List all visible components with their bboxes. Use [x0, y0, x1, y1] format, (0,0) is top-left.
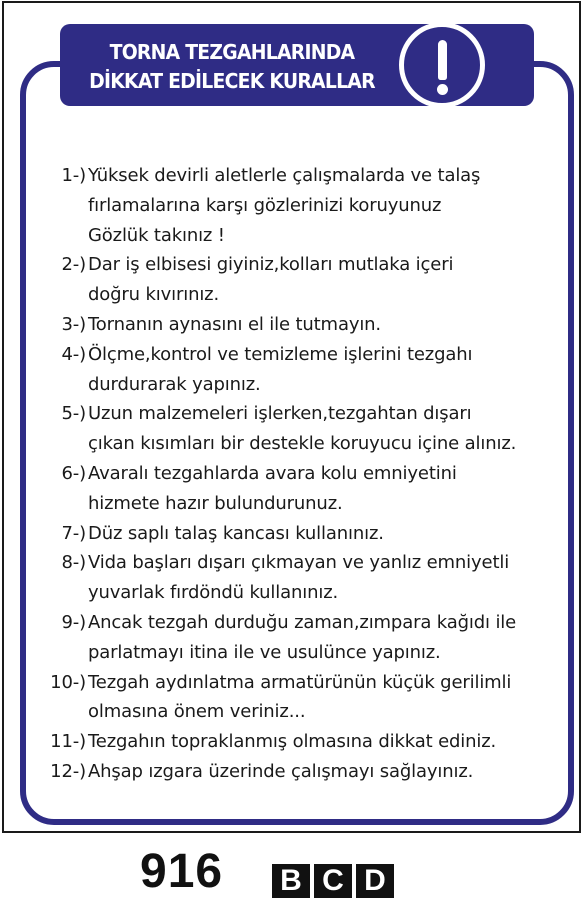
- rule-item: [44, 250, 560, 310]
- rule-number: 10-): [50, 671, 86, 693]
- rule-text: Ölçme,kontrol ve temizleme işlerini tezgahı durdurarak yapınız.: [88, 343, 473, 395]
- rule-item: [44, 340, 560, 400]
- rule-text: Uzun malzemeleri işlerken,tezgahtan dışarı çıkan kısımları bir destekle koruyucu içine alınız.: [88, 403, 517, 455]
- rule-text: Ahşap ızgara üzerinde çalışmayı sağlayınız.: [88, 760, 474, 782]
- exclamation-dot: [437, 84, 448, 95]
- rule-item: [44, 548, 560, 608]
- rule-item: [44, 459, 560, 519]
- rule-item: [44, 310, 560, 340]
- rule-number: 5-): [61, 403, 86, 425]
- rule-item: [44, 519, 560, 549]
- rule-number: 11-): [50, 731, 86, 753]
- rule-number: 6-): [61, 462, 86, 484]
- brand-letter: D: [356, 864, 394, 898]
- exclamation-icon: [399, 22, 485, 108]
- brand-letter: C: [314, 864, 352, 898]
- rule-number: 4-): [61, 343, 86, 365]
- rule-number: 9-): [61, 611, 86, 633]
- rule-item: [44, 668, 560, 728]
- rule-text: Vida başları dışarı çıkmayan ve yanlız emniyetli yuvarlak fırdöndü kullanınız.: [88, 552, 510, 604]
- sign-header: [60, 24, 534, 106]
- rule-number: 12-): [50, 760, 86, 782]
- rule-text: Yüksek devirli aletlerle çalışmalarda ve talaş fırlamalarına karşı gözlerinizi koruyunuz Gözlük takınız !: [88, 165, 481, 246]
- rule-item: [44, 757, 560, 787]
- rule-text: Tezgahın topraklanmış olmasına dikkat ediniz.: [88, 731, 497, 753]
- rule-item: [44, 399, 560, 459]
- rule-number: 8-): [61, 552, 86, 574]
- rule-number: 2-): [61, 254, 86, 276]
- rule-item: [44, 161, 560, 250]
- rule-item: [44, 608, 560, 668]
- rule-text: Ancak tezgah durduğu zaman,zımpara kağıdı ile parlatmayı itina ile ve usulünce yapınız.: [88, 611, 517, 663]
- sign-footer: [0, 838, 587, 900]
- rule-text: Düz saplı talaş kancası kullanınız.: [88, 522, 384, 544]
- rules-list: [44, 161, 560, 787]
- safety-sign: [2, 1, 581, 833]
- product-code: 916: [140, 845, 224, 898]
- brand-logo: [272, 864, 394, 900]
- sign-title: TORNA TEZGAHLARINDA DİKKAT EDİLECEK KURALLAR: [89, 40, 375, 93]
- rule-number: 1-): [61, 165, 86, 186]
- rule-text: Tornanın aynasını el ile tutmayın.: [88, 313, 382, 335]
- rule-number: 7-): [61, 522, 86, 544]
- brand-letter: B: [272, 864, 310, 898]
- exclamation-bar: [438, 40, 447, 80]
- rule-number: 3-): [61, 313, 86, 335]
- rule-text: Avaralı tezgahlarda avara kolu emniyetini hizmete hazır bulundurunuz.: [88, 462, 457, 514]
- rule-text: Tezgah aydınlatma armatürünün küçük gerilimli olmasına önem veriniz...: [88, 671, 512, 723]
- rule-item: [44, 727, 560, 757]
- rule-text: Dar iş elbisesi giyiniz,kolları mutlaka içeri doğru kıvırınız.: [88, 254, 454, 306]
